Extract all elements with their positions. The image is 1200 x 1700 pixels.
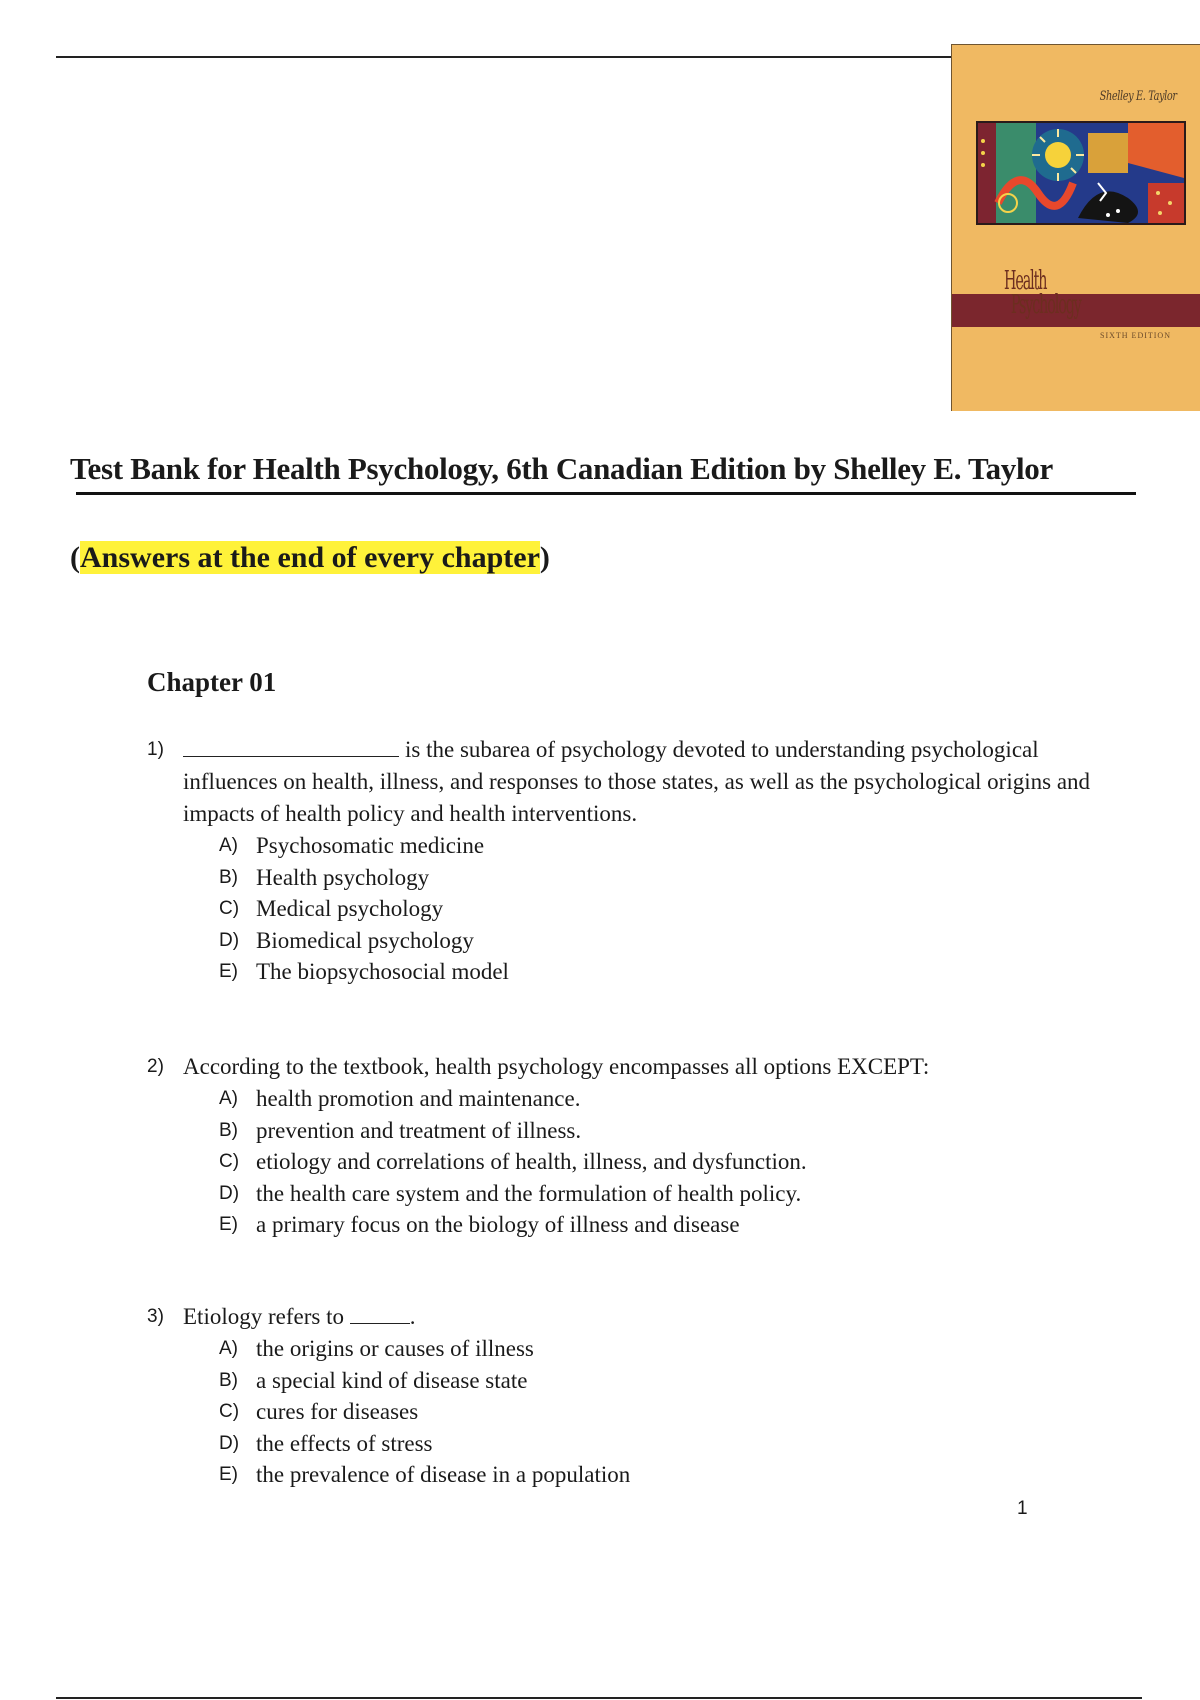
cover-title <box>1004 266 1081 320</box>
option-a <box>219 830 1097 862</box>
option-text: prevention and treatment of illness. <box>256 1117 582 1143</box>
option-text: The biopsychosocial model <box>256 959 509 984</box>
option-list <box>219 1083 1097 1241</box>
question-text <box>183 734 1097 830</box>
question-text-body: Etiology refers to <box>183 1304 344 1329</box>
option-d <box>219 1178 1097 1210</box>
option-d <box>219 1428 1097 1460</box>
option-e <box>219 1209 1097 1241</box>
option-d <box>219 925 1097 957</box>
page-number: 1 <box>1017 1498 1028 1519</box>
option-c <box>219 1396 1097 1428</box>
option-c <box>219 893 1097 925</box>
option-letter: D) <box>219 1432 240 1454</box>
question-text-body: is the subarea of psychology devoted to understanding psychological influences on health, illness, and responses to those states, as well as the psychological origins and impacts of health policy and health interventions. <box>183 737 1091 826</box>
option-text: a special kind of disease state <box>256 1367 528 1393</box>
option-text: Biomedical psychology <box>256 927 474 953</box>
option-letter: A) <box>219 1088 238 1109</box>
option-text: the effects of stress <box>256 1430 433 1456</box>
option-letter: C) <box>219 898 240 919</box>
option-letter: E) <box>219 961 238 982</box>
option-text: cures for diseases <box>256 1399 419 1424</box>
option-a <box>219 1083 1097 1115</box>
question-number: 1) <box>147 739 164 760</box>
option-letter: D) <box>219 929 240 951</box>
cover-author: Shelley E. Taylor <box>1099 89 1177 104</box>
option-b <box>219 1115 1097 1147</box>
question-number: 2) <box>147 1056 164 1077</box>
option-letter: C) <box>219 1401 240 1422</box>
bottom-rule <box>56 1697 1142 1699</box>
option-letter: D) <box>219 1182 240 1204</box>
answers-note-highlight: Answers at the end of every chapter <box>80 541 540 574</box>
option-a <box>219 1333 1097 1365</box>
answers-note <box>70 541 550 575</box>
option-text: a primary focus on the biology of illness and disease <box>256 1212 740 1237</box>
option-letter: C) <box>219 1151 240 1172</box>
option-text: the health care system and the formulation of health policy. <box>256 1180 802 1206</box>
option-text: health promotion and maintenance. <box>256 1086 581 1111</box>
option-list <box>219 830 1097 988</box>
chapter-heading: Chapter 01 <box>147 667 277 697</box>
option-letter: E) <box>219 1464 238 1485</box>
option-letter: E) <box>219 1214 238 1235</box>
option-b <box>219 862 1097 894</box>
cover-edition: SIXTH EDITION <box>1100 331 1171 340</box>
option-letter: A) <box>219 835 238 856</box>
answers-note-close: ) <box>539 541 550 574</box>
option-e <box>219 1459 1097 1491</box>
title-underline <box>76 492 1136 495</box>
option-letter: B) <box>219 1369 238 1391</box>
question-number: 3) <box>147 1306 164 1327</box>
option-b <box>219 1365 1097 1397</box>
question-text <box>183 1301 1097 1333</box>
cover-title-line2: Psychology <box>1010 290 1081 320</box>
option-text: the prevalence of disease in a population <box>256 1462 631 1487</box>
cover-title-line1: Health <box>1004 266 1047 296</box>
book-cover-image <box>951 44 1200 411</box>
option-letter: B) <box>219 1119 238 1141</box>
answer-blank <box>350 1303 410 1324</box>
option-list <box>219 1333 1097 1491</box>
option-e <box>219 956 1097 988</box>
option-text: the origins or causes of illness <box>256 1336 534 1361</box>
answer-blank <box>183 734 399 757</box>
cover-artwork-graphic <box>978 123 1184 223</box>
answers-note-open: ( <box>70 541 80 574</box>
document-title: Test Bank for Health Psychology, 6th Canadian Edition by Shelley E. Taylor <box>70 451 1053 486</box>
question-text-end: . <box>409 1304 416 1329</box>
option-c <box>219 1146 1097 1178</box>
question-text: According to the textbook, health psychology encompasses all options EXCEPT: <box>183 1054 930 1079</box>
question-3 <box>147 1301 1097 1491</box>
question-2 <box>147 1051 1097 1241</box>
option-letter: B) <box>219 866 238 888</box>
option-text: etiology and correlations of health, illness, and dysfunction. <box>256 1149 807 1174</box>
option-text: Health psychology <box>256 864 430 890</box>
top-rule <box>56 56 956 58</box>
option-text: Medical psychology <box>256 896 444 921</box>
question-1 <box>147 734 1097 988</box>
option-text: Psychosomatic medicine <box>256 833 485 858</box>
option-letter: A) <box>219 1338 238 1359</box>
cover-artwork <box>976 121 1186 225</box>
